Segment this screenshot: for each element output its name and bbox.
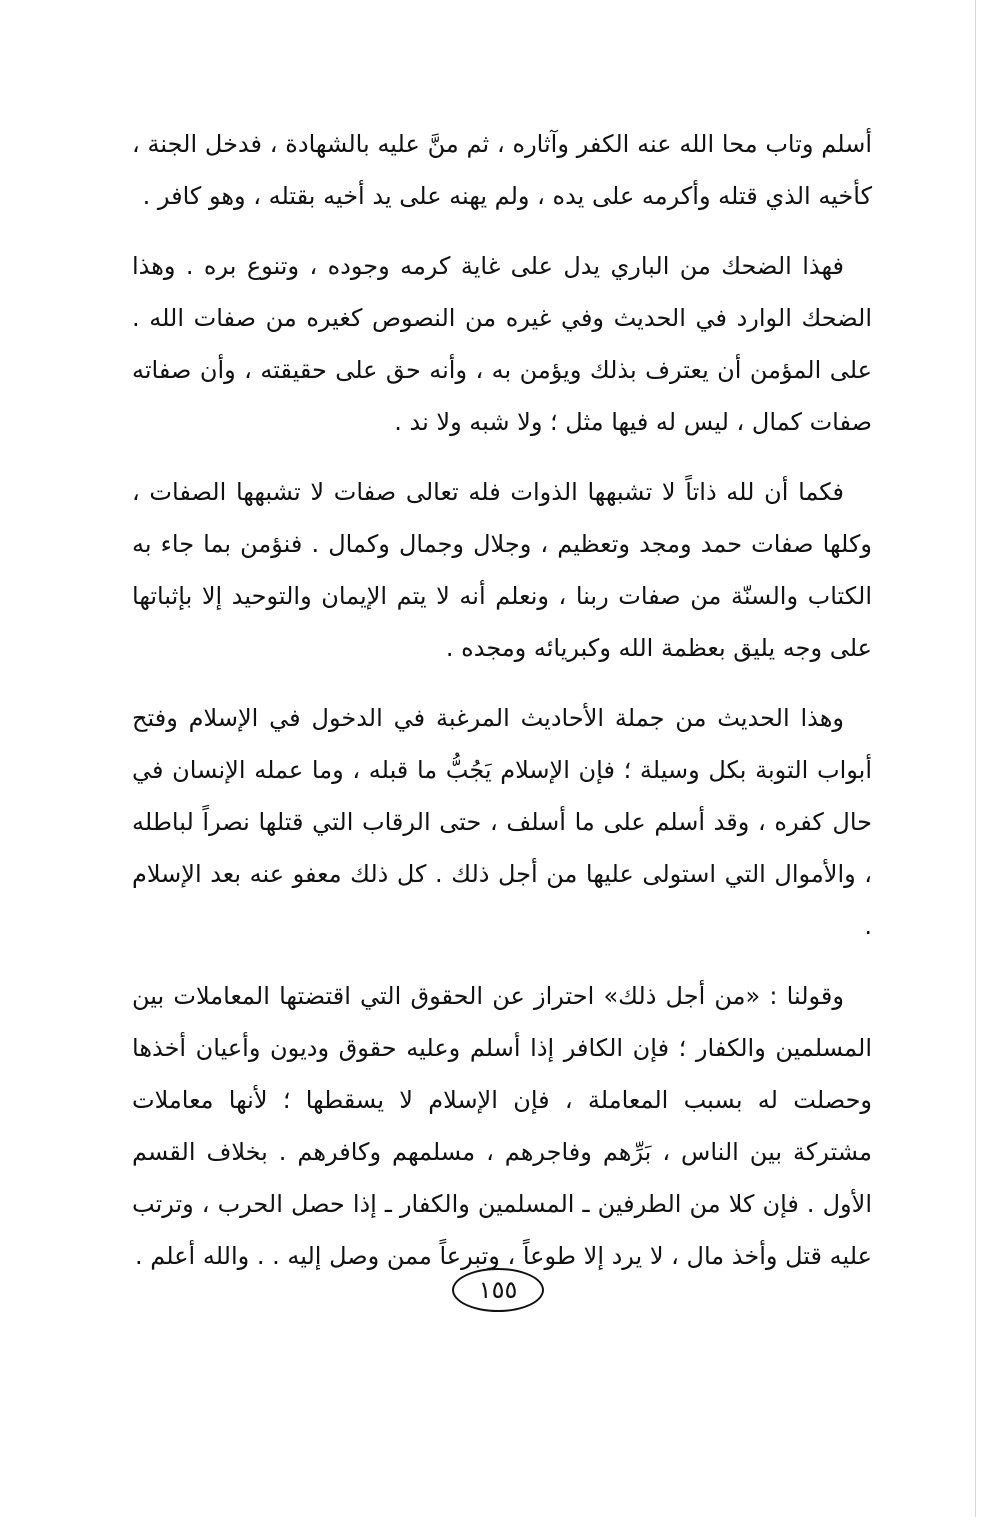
page-number: ١٥٥ (452, 1268, 544, 1312)
page-edge-line (975, 0, 976, 1517)
paragraph-2: فهذا الضحك من الباري يدل على غاية كرمه وجوده ، وتنوع بره . وهذا الضحك الوارد في الحديث وفي غيره من النصوص كغيره من صفات الله . على المؤمن أن يعترف بذلك ويؤمن به ، وأنه حق على حقيقته ، وأن صفاته صفات كمال ، ليس له فيها مثل ؛ ولا شبه ولا ند . (132, 252, 872, 436)
paragraph-1: أسلم وتاب محا الله عنه الكفر وآثاره ، ثم منَّ عليه بالشهادة ، فدخل الجنة ، كأخيه الذي قتله وأكرمه على يده ، ولم يهنه على يد أخيه بقتله ، وهو كافر . (132, 130, 872, 210)
body-text (132, 118, 872, 1300)
paragraph-5: وقولنا : «من أجل ذلك» احتراز عن الحقوق التي اقتضتها المعاملات بين المسلمين والكفار ؛ فإن الكافر إذا أسلم وعليه حقوق وديون وأعيان أخذها وحصلت له بسبب المعاملة ، فإن الإسلام لا يسقطها ؛ لأنها معاملات مشتركة بين الناس ، بَرِّهم وفاجرهم ، مسلمهم وكافرهم . بخلاف القسم الأول . فإن كلا من الطرفين ـ المسلمين والكفار ـ إذا حصل الحرب ، وترتب عليه قتل وأخذ مال ، لا يرد إلا طوعاً ، وتبرعاً ممن وصل إليه . . والله أعلم . (132, 982, 872, 1270)
paragraph-4: وهذا الحديث من جملة الأحاديث المرغبة في الدخول في الإسلام وفتح أبواب التوبة بكل وسيلة ؛ فإن الإسلام يَجُبُّ ما قبله ، وما عمله الإنسان في حال كفره ، وقد أسلم على ما أسلف ، حتى الرقاب التي قتلها نصراً لباطله ، والأموال التي استولى عليها من أجل ذلك . كل ذلك معفو عنه بعد الإسلام . (132, 704, 872, 940)
paragraph-3: فكما أن لله ذاتاً لا تشبهها الذوات فله تعالى صفات لا تشبهها الصفات ، وكلها صفات حمد ومجد وتعظيم ، وجلال وجمال وكمال . فنؤمن بما جاء به الكتاب والسنّة من صفات ربنا ، ونعلم أنه لا يتم الإيمان والتوحيد إلا بإثباتها على وجه يليق بعظمة الله وكبريائه ومجده . (132, 478, 872, 662)
